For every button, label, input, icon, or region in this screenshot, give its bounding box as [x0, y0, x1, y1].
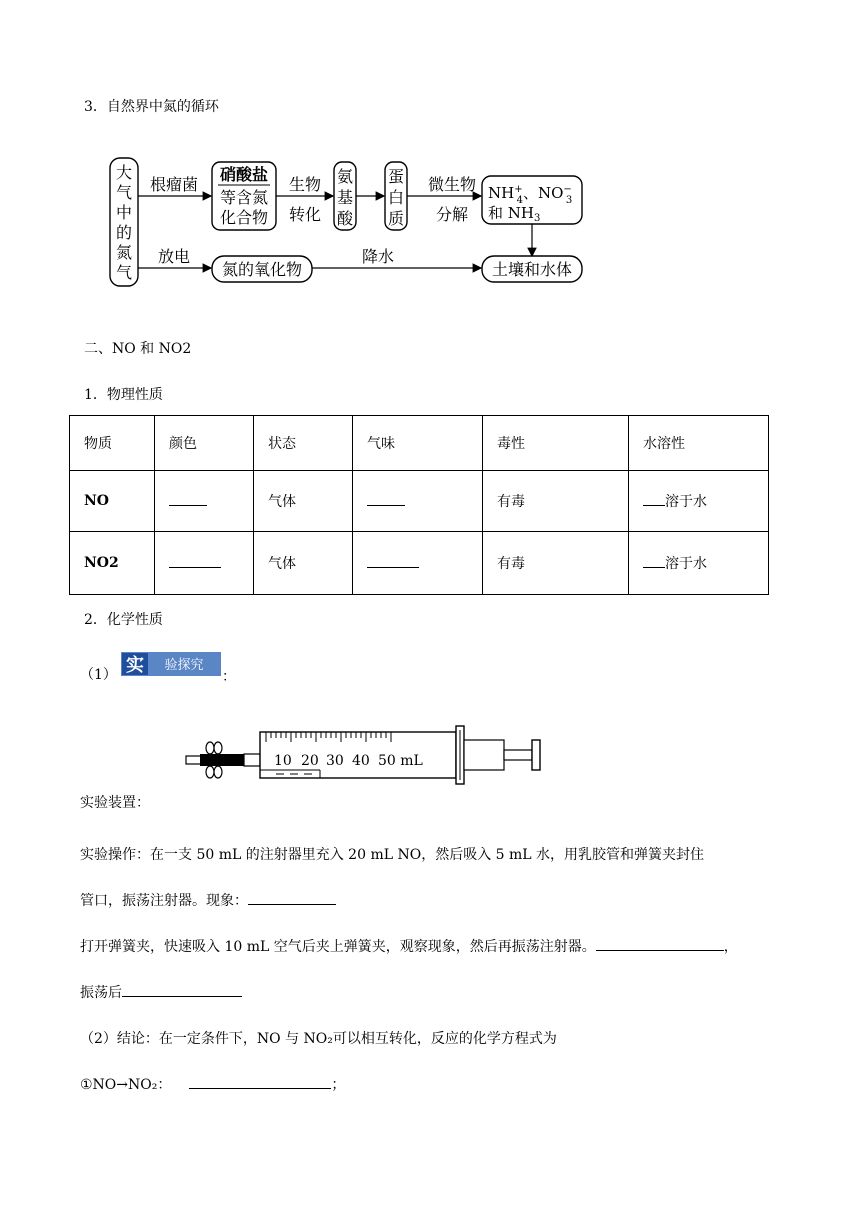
- state-cell: 气体: [254, 532, 353, 595]
- protein-char: 白: [387, 188, 405, 207]
- semicolon: ；: [331, 1077, 346, 1093]
- solubility-cell: [629, 471, 769, 532]
- scale-label: 30: [326, 753, 344, 769]
- answer-blank[interactable]: [367, 555, 419, 568]
- physical-properties-table: [69, 415, 769, 595]
- nitrate-label: 硝酸盐: [219, 165, 269, 184]
- answer-blank[interactable]: [643, 555, 665, 568]
- protein-char: 蛋: [387, 167, 405, 186]
- color-blank-cell: [155, 471, 254, 532]
- table-header-cell: 水溶性: [629, 416, 769, 471]
- scale-label: 40: [352, 753, 370, 769]
- badge-text: 验探究: [164, 658, 204, 673]
- operation-text-line4: [80, 982, 242, 1002]
- operation-text-line1: 实验操作：在一支 50 mL 的注射器里充入 20 mL NO，然后吸入 5 mL 水，用乳胶管和弹簧夹封住: [80, 847, 705, 863]
- toxicity-cell: 有毒: [483, 471, 629, 532]
- reaction1-line: [80, 1074, 345, 1094]
- scale-label: 20: [301, 753, 319, 769]
- scale-label: 10: [274, 753, 292, 769]
- operation-text-line2: [80, 890, 336, 910]
- amino-char: 氨: [336, 167, 354, 186]
- soil-water-label: 土壤和水体: [491, 260, 573, 279]
- conclusion-text: （2）结论：在一定条件下，NO 与 NO₂可以相互转化，反应的化学方程式为: [80, 1031, 557, 1047]
- answer-blank[interactable]: [596, 938, 724, 951]
- table-row: [70, 471, 769, 532]
- nitrogen-oxides-label: 氮的氧化物: [221, 260, 303, 279]
- chemical-properties-heading: 2．化学性质: [84, 612, 163, 628]
- atm-char: 中: [115, 203, 133, 222]
- odor-blank-cell: [353, 471, 483, 532]
- label-micro-2: 分解: [435, 205, 469, 224]
- experiment-explore-badge: [121, 652, 221, 676]
- solubility-cell: [629, 532, 769, 595]
- answer-blank[interactable]: [122, 984, 242, 997]
- toxicity-cell: 有毒: [483, 532, 629, 595]
- color-blank-cell: [155, 532, 254, 595]
- table-row: [70, 532, 769, 595]
- answer-blank[interactable]: [367, 493, 405, 506]
- substance-cell: NO: [70, 471, 155, 532]
- operation-text-line3: [80, 936, 738, 956]
- label-micro-1: 微生物: [427, 175, 477, 194]
- operation-line4-text: 振荡后: [80, 985, 122, 1001]
- ammonia-label: 和 $NH_3$: [488, 204, 541, 224]
- scale-label: 50 mL: [378, 753, 423, 769]
- section-heading-nitrogen-cycle: 3．自然界中氮的循环: [84, 99, 219, 115]
- operation-line3-text: 打开弹簧夹，快速吸入 10 mL 空气后夹上弹簧夹，观察现象，然后再振荡注射器。: [80, 939, 596, 955]
- table-header-cell: 毒性: [483, 416, 629, 471]
- solubility-text: 溶于水: [665, 494, 707, 510]
- nitrate-mid-label: 等含氮: [219, 188, 269, 207]
- table-header-cell: 气味: [353, 416, 483, 471]
- reaction1-label: ①NO→NO₂：: [80, 1077, 172, 1093]
- atm-char: 气: [115, 183, 133, 202]
- table-header-cell: 物质: [70, 416, 155, 471]
- badge-char: 实: [126, 655, 144, 676]
- answer-blank[interactable]: [169, 555, 221, 568]
- answer-blank[interactable]: [169, 493, 207, 506]
- syringe-apparatus: [180, 720, 550, 790]
- item1-suffix: ：: [222, 669, 236, 685]
- answer-blank[interactable]: [248, 892, 336, 905]
- table-header-cell: 颜色: [155, 416, 254, 471]
- table-header-cell: 状态: [254, 416, 353, 471]
- label-rhizobia: 根瘤菌: [149, 175, 199, 194]
- answer-blank[interactable]: [189, 1076, 331, 1089]
- atm-char: 氮: [115, 243, 133, 262]
- state-cell: 气体: [254, 471, 353, 532]
- comma: ，: [723, 939, 738, 955]
- label-rain: 降水: [361, 247, 395, 266]
- atm-char: 大: [115, 163, 133, 182]
- odor-blank-cell: [353, 532, 483, 595]
- nitrogen-cycle-diagram: [108, 152, 598, 292]
- atm-char: 的: [115, 223, 133, 242]
- protein-char: 质: [387, 209, 405, 228]
- section-heading-no-no2: 二、NO 和 NO2: [84, 341, 192, 357]
- table-header-row: [70, 416, 769, 471]
- apparatus-label: 实验装置：: [80, 795, 150, 811]
- physical-properties-heading: 1．物理性质: [84, 387, 163, 403]
- answer-blank[interactable]: [643, 493, 665, 506]
- item1-prefix: （1）: [80, 667, 117, 683]
- label-bio-2: 转化: [288, 205, 322, 224]
- label-bio-1: 生物: [288, 175, 322, 194]
- operation-line2-text: 管口，振荡注射器。现象：: [80, 893, 248, 909]
- label-discharge: 放电: [157, 247, 191, 266]
- amino-char: 酸: [336, 209, 354, 228]
- nitrate-bot-label: 化合物: [219, 208, 269, 227]
- atm-char: 气: [115, 263, 133, 282]
- solubility-text: 溶于水: [665, 556, 707, 572]
- substance-cell: NO2: [70, 532, 155, 595]
- ions-label: NH+ 4、NO− 3: [488, 184, 573, 206]
- amino-char: 基: [336, 188, 354, 207]
